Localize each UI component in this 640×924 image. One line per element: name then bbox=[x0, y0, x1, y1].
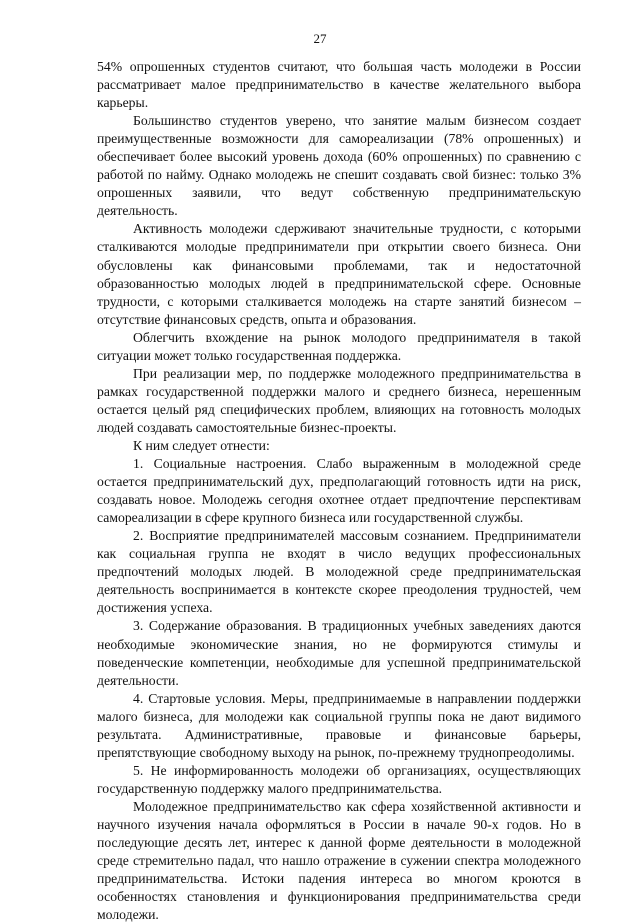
paragraph-difficulties: Активность молодежи сдерживают значительные трудности, с которыми сталкиваются молодые предприниматели при открытии своего бизнеса. Они обусловлены как финансовыми проблемами, так и недостаточной образованностью молодых людей в предпринимательской сфере. Основные трудности, с которыми сталкивается молодежь на старте занятий бизнесом – отсутствие финансовых средств, опыта и образования. bbox=[97, 221, 581, 327]
paragraph-unsolved-problems: При реализации мер, по поддержке молодежного предпринимательства в рамках государственной поддержки малого и среднего бизнеса, нерешенным остается целый ряд специфических проблем, влияющих на готовность молодых людей создавать самостоятельные бизнес-проекты. bbox=[97, 365, 581, 435]
paragraph-survey-career: 54% опрошенных студентов считают, что большая часть молодежи в России рассматривает малое предпринимательство в качестве желательного выбора карьеры. bbox=[97, 59, 581, 111]
body-text bbox=[97, 58, 581, 924]
list-item-lack-of-information: 5. Не информированность молодежи об организациях, осуществляющих государственную поддержку малого предпринимательства. bbox=[97, 762, 581, 796]
paragraph-history: Молодежное предпринимательство как сфера хозяйственной активности и научного изучения начала оформляться в России в начале 90-х годов. Но в последующие десять лет, интерес к данной форме деятельности в молодежной среде стремительно падал, что нашло отражение в сужении спектра молодежного предпринимательства. Истоки падения интереса во многом кроются в особенностях становления и функционирования предпринимательства среди молодежи. bbox=[97, 798, 581, 923]
list-item-social-moods: 1. Социальные настроения. Слабо выраженным в молодежной среде остается предпринимательский дух, предполагающий готовность идти на риск, создавать новое. Молодежь сегодня охотнее отдает предпочтение перспективам самореализации в сфере крупного бизнеса или государственной службы. bbox=[97, 456, 581, 526]
paragraph-students-opinion: Большинство студентов уверено, что занятие малым бизнесом создает преимущественные возможности для самореализации (78% опрошенных) и обеспечивает более высокий уровень дохода (60% опрошенных) по сравнению с работой по найму. Однако молодежь не спешит создавать свой бизнес: только 3% опрошенных заявили, что ведут собственную предпринимательскую деятельность. bbox=[97, 113, 581, 219]
list-item-mass-perception: 2. Восприятие предпринимателей массовым сознанием. Предприниматели как социальная группа не входят в число ведущих профессиональных предпочтений молодых людей. В молодежной среде предпринимательская деятельность воспринимается в контексте скорее преодоления трудностей, чем достижения успеха. bbox=[97, 528, 581, 616]
paragraph-state-support: Облегчить вхождение на рынок молодого предпринимателя в такой ситуации может только государственная поддержка. bbox=[97, 329, 581, 363]
paragraph-list-intro: К ним следует отнести: bbox=[133, 437, 270, 453]
list-item-education-content: 3. Содержание образования. В традиционных учебных заведениях даются необходимые экономические знания, но не формируются стимулы и поведенческие компетенции, необходимые для успешной предпринимательской деятельности. bbox=[97, 618, 581, 688]
page-number: 27 bbox=[313, 31, 327, 46]
list-item-starting-conditions: 4. Стартовые условия. Меры, предпринимаемые в направлении поддержки малого бизнеса, для молодежи как социальной группы пока не дают видимого результата. Административные, правовые и финансовые барьеры, препятствующие свободному выходу на рынок, по-прежнему труднопреодолимы. bbox=[97, 690, 581, 760]
